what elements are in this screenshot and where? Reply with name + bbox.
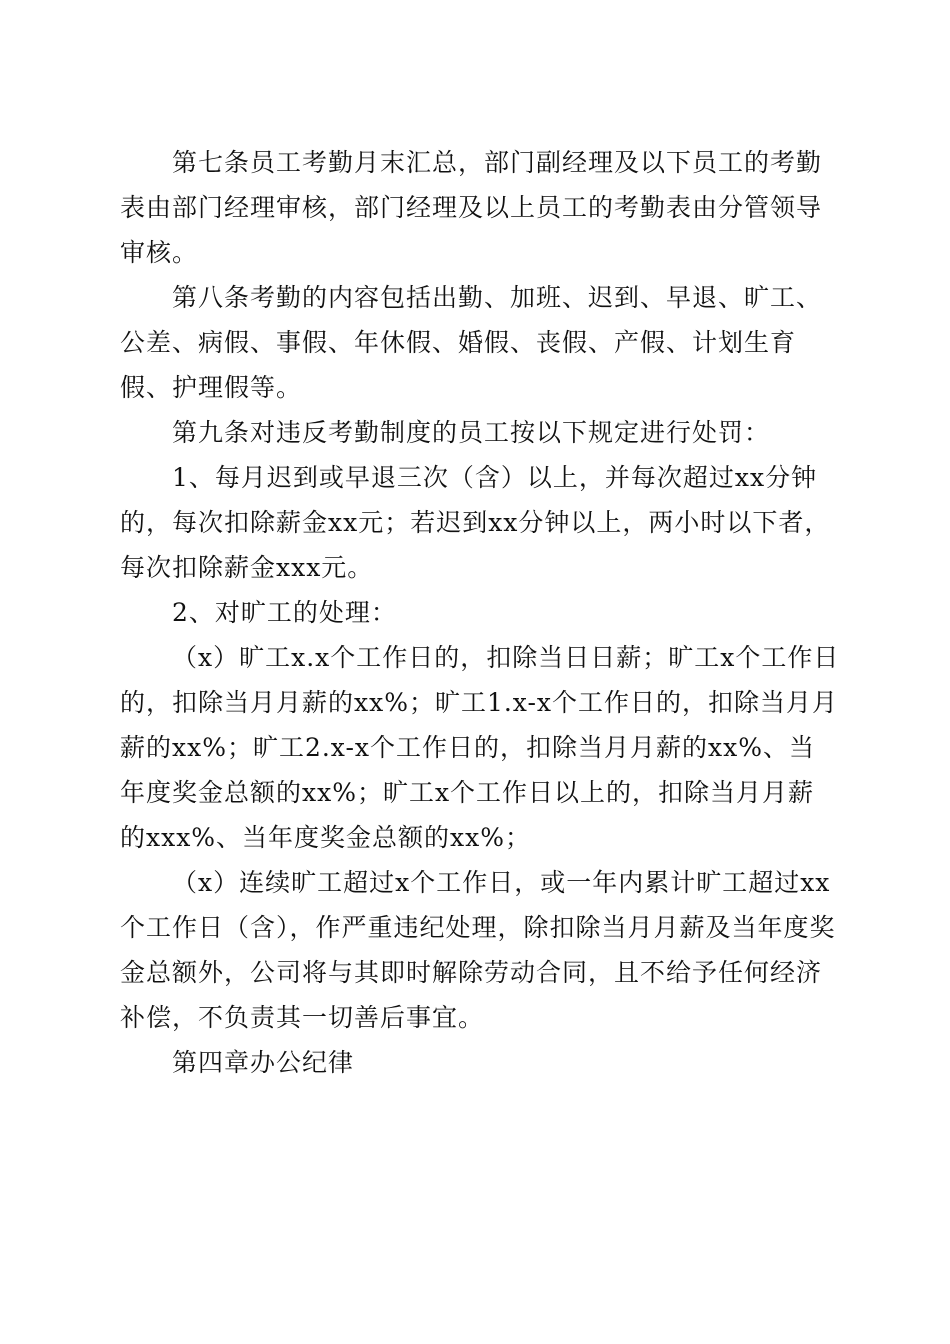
paragraph-subitem-a: （x）旷工x.x个工作日的，扣除当日日薪；旷工x个工作日的，扣除当月月薪的xx%；旷工1.x-x个工作日的，扣除当月月薪的xx%；旷工2.x-x个工作日的，扣除当月月薪的xx%、当年度奖金总额的xx%；旷工x个工作日以上的，扣除当月月薪的xxx%、当年度奖金总额的xx%；: [120, 643, 840, 852]
paragraph-item-2: 2、对旷工的处理：: [172, 598, 397, 627]
paragraph-item-1: 1、每月迟到或早退三次（含）以上，并每次超过xx分钟的，每次扣除薪金xx元；若迟到xx分钟以上，两小时以下者，每次扣除薪金xxx元。: [120, 463, 831, 582]
paragraph-article-8: 第八条考勤的内容包括出勤、加班、迟到、早退、旷工、公差、病假、事假、年休假、婚假、丧假、产假、计划生育假、护理假等。: [120, 283, 823, 402]
paragraph-article-7: 第七条员工考勤月末汇总，部门副经理及以下员工的考勤表由部门经理审核，部门经理及以上员工的考勤表由分管领导审核。: [120, 148, 823, 267]
paragraph-subitem-b: （x）连续旷工超过x个工作日，或一年内累计旷工超过xx个工作日（含），作严重违纪处理，除扣除当月月薪及当年度奖金总额外，公司将与其即时解除劳动合同，且不给予任何经济补偿，不负责其一切善后事宜。: [120, 868, 836, 1032]
chapter-heading: 第四章办公纪律: [172, 1048, 355, 1077]
document-body: [120, 140, 840, 1085]
paragraph-article-9: 第九条对违反考勤制度的员工按以下规定进行处罚：: [172, 418, 771, 447]
